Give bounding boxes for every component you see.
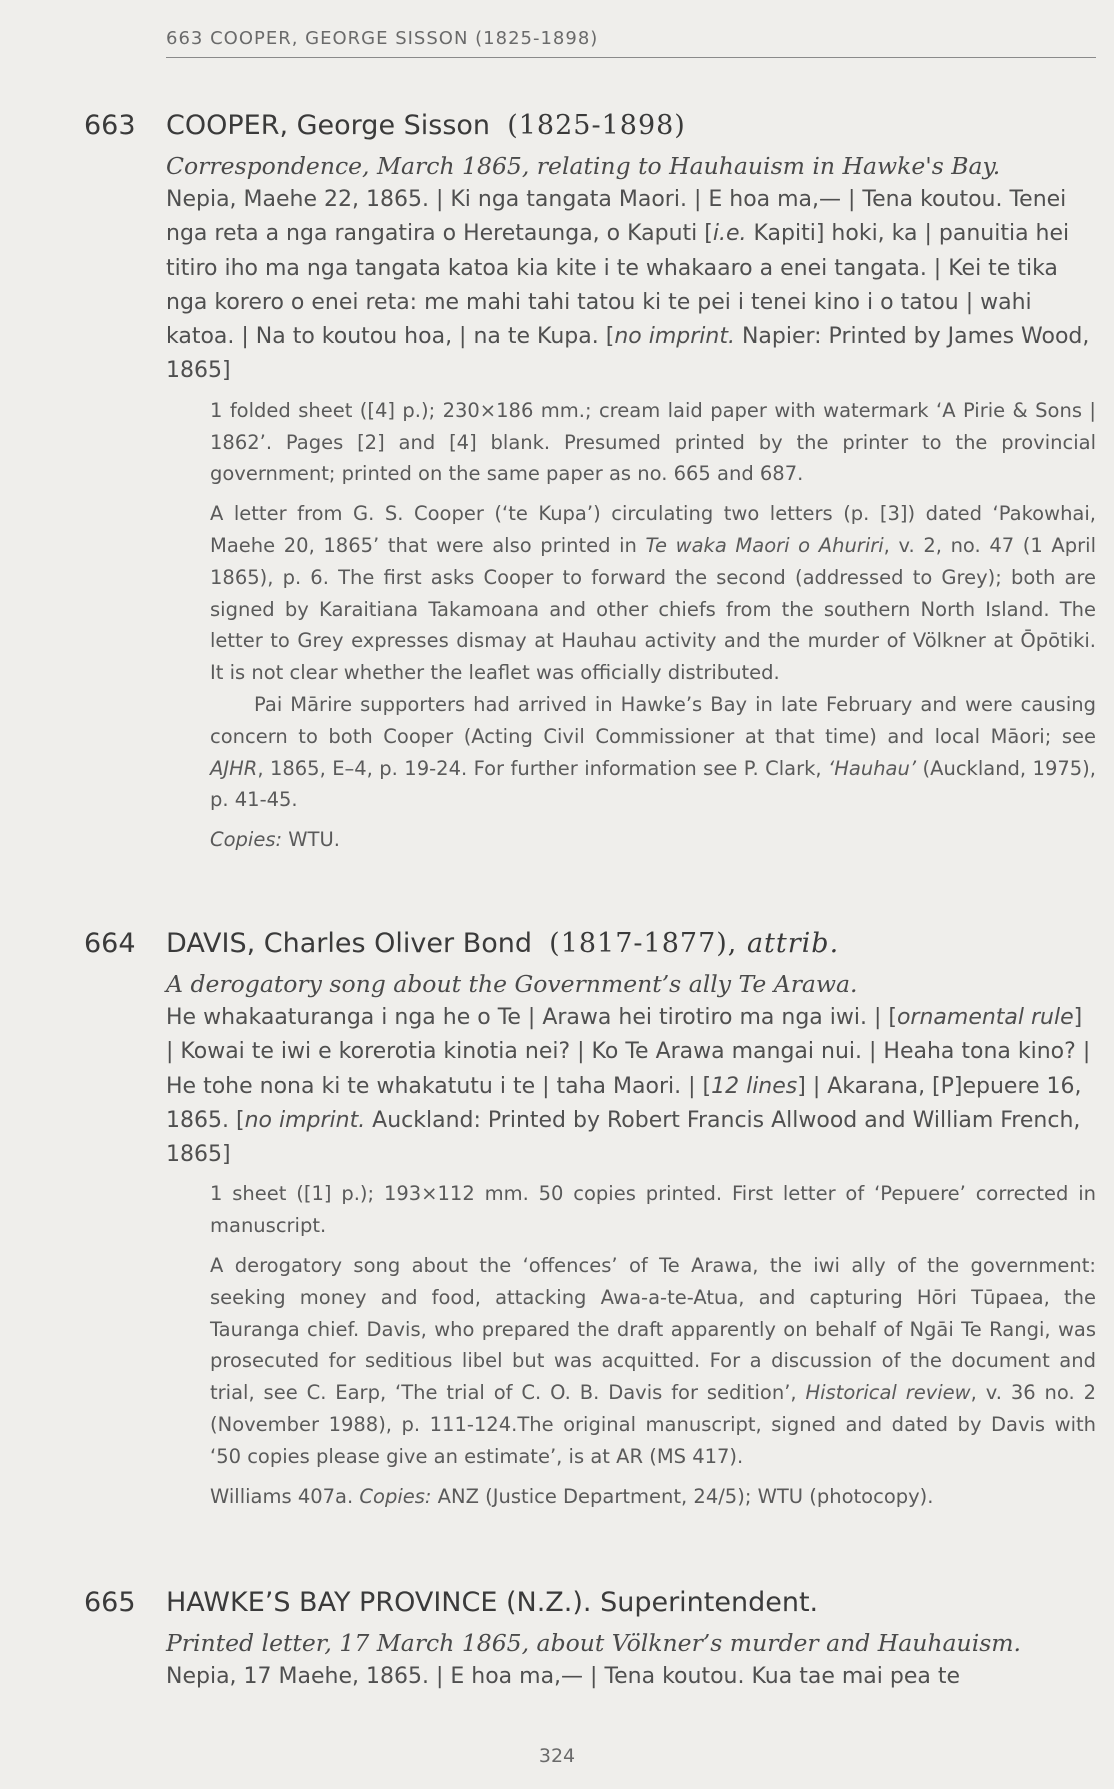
copies-value: WTU. [282, 828, 340, 852]
entry-transcript [166, 183, 1096, 389]
copies-label: Copies: [359, 1484, 432, 1508]
copies-line [210, 824, 1096, 856]
note-text-b: , v. 36 no. 2 (November 1988), p. 111-124.The original manuscript, signed and dated by Davis with ‘50 copies please give an estimate’, is at AR (MS 417). [210, 1381, 1096, 1468]
note-paragraph [210, 498, 1096, 689]
transcript-ie: i.e. [712, 221, 747, 247]
entry-body [166, 150, 1096, 856]
transcript-text: He whakaaturanga i nga he o Te | Arawa hei tirotiro ma nga iwi. | [ [166, 1005, 897, 1030]
transcript-text-c: ] | Akarana, [P]epuere 16, 1865. [ [166, 1073, 1082, 1133]
transcript-imprint: Napier: Printed by James Wood, 1865] [166, 324, 1090, 384]
note-ajhr: AJHR [210, 756, 258, 780]
entry-body [166, 1627, 1096, 1694]
entry-665 [84, 1587, 1096, 1694]
entry-heading [166, 110, 686, 141]
note-text: A derogatory song about the ‘offences’ of Te Arawa, the iwi ally of the government: seeking money and food, attacking Awa-a-te-Atua, and capturing Hōri Tūpaea, the Tauranga chief. Davis, who prepared the draft apparently on behalf of Ngāi Te Rangi, was prosecuted for seditious libel but was acquitted. For a discussion of the document and trial, see C. Earp, ‘The trial of C. O. B. Davis for sedition’, [210, 1254, 1096, 1405]
note-title: Te waka Maori o Ahuriri [645, 533, 884, 557]
copies-line [210, 1481, 1096, 1513]
entry-number: 665 [84, 1587, 136, 1618]
note-text: Pai Mārire supporters had arrived in Hawke’s Bay in late February and were causing concern to both Cooper (Acting Civil Commissioner at that time) and local Māori; see [210, 692, 1096, 748]
entry-heading [166, 928, 839, 959]
note-paragraph [210, 1250, 1096, 1473]
entry-664 [84, 928, 1096, 1512]
note-text-c: (Auckland, 1975), p. 41-45. [210, 756, 1096, 812]
page-number: 324 [538, 1745, 576, 1767]
entry-subtitle: Printed letter, 17 March 1865, about Völkner’s murder and Hauhauism. [166, 1629, 1022, 1657]
note-text-b: , 1865, E–4, p. 19-24. For further information see P. Clark, [257, 756, 829, 780]
entry-heading: HAWKE’S BAY PROVINCE (N.Z.). Superintendent. [166, 1587, 819, 1618]
entry-663 [84, 110, 1096, 856]
note-text: A letter from G. S. Cooper (‘te Kupa’) circulating two letters (p. [3]) dated ‘Pakowhai, Maehe 20, 1865’ that were also printed in [210, 502, 1096, 557]
note-journal: Historical review [805, 1381, 971, 1405]
copies-value: ANZ (Justice Department, 24/5); WTU (photocopy). [431, 1484, 934, 1508]
note-hauhau: ‘Hauhau’ [828, 756, 917, 780]
author-dates: (1825-1898) [507, 110, 686, 141]
transcript-imprint: Auckland: Printed by Robert Francis Allwood and William French, 1865] [166, 1107, 1081, 1168]
note-paragraph-2 [210, 689, 1096, 816]
transcript-lines: 12 lines [711, 1073, 798, 1099]
entry-heading-row [84, 1587, 1096, 1627]
entry-notes [210, 395, 1096, 856]
entry-heading-row [84, 110, 1096, 150]
author-dates: (1817-1877), [549, 928, 738, 959]
entry-body [166, 968, 1096, 1512]
entry-notes [210, 1178, 1096, 1512]
transcript-text-b: ] | Kowai te iwi e korerotia kinotia nei? | Ko Te Arawa mangai nui. | Heaha tona kino? | He tohe nona ki te whakatutu i te | taha Maori. | [ [166, 1005, 1091, 1099]
williams-ref: Williams 407a. [210, 1484, 360, 1508]
transcript-no-imprint: no imprint. [614, 324, 735, 350]
entry-number: 664 [84, 928, 136, 959]
entry-number: 663 [84, 110, 136, 141]
entry-subtitle: A derogatory song about the Government’s ally Te Arawa. [166, 970, 858, 998]
entry-heading-row [84, 928, 1096, 968]
author-name: DAVIS, Charles Oliver Bond [166, 928, 532, 959]
running-head: 663 COOPER, GEORGE SISSON (1825-1898) [166, 28, 1096, 58]
author-name: COOPER, George Sisson [166, 110, 491, 141]
physical-description: 1 sheet ([1] p.); 193×112 mm. 50 copies printed. First letter of ‘Pepuere’ corrected in manuscript. [210, 1182, 1096, 1238]
attribution: attrib. [737, 928, 840, 959]
copies-label: Copies: [210, 828, 283, 852]
note-text-b: , v. 2, no. 47 (1 April 1865), p. 6. The first asks Cooper to forward the second (addressed to Grey); both are signed by Karaitiana Takamoana and other chiefs from the southern North Island. The letter to Grey expresses dismay at Hauhau activity and the murder of Völkner at Ōpōtiki. It is not clear whether the leaflet was officially distributed. [210, 533, 1096, 685]
transcript-text: Nepia, Maehe 22, 1865. | Ki nga tangata Maori. | E hoa ma,— | Tena koutou. Tenei nga reta a nga rangatira o Heretaunga, o Kaputi [ [166, 187, 1067, 247]
entry-subtitle: Correspondence, March 1865, relating to Hauhauism in Hawke's Bay. [166, 152, 1001, 180]
entry-transcript [166, 1001, 1096, 1172]
entry-transcript: Nepia, 17 Maehe, 1865. | E hoa ma,— | Tena koutou. Kua tae mai pea te [166, 1664, 961, 1689]
transcript-no-imprint: no imprint. [244, 1107, 366, 1133]
transcript-text-b: Kapiti] hoki, ka | panuitia hei titiro iho ma nga tangata katoa kia kite i te whakaaro a enei tangata. | Kei te tika nga korero o enei reta: me mahi tahi tatou ki te pei i tenei kino i o tatou | wahi katoa. | Na to koutou hoa, | na te Kupa. [ [166, 221, 1070, 350]
physical-description: 1 folded sheet ([4] p.); 230×186 mm.; cream laid paper with watermark ‘A Pirie & Sons | 1862’. Pages [2] and [4] blank. Presumed printed by the printer to the provincial government; printed on the same paper as no. 665 and 687. [210, 398, 1096, 486]
transcript-ornamental: ornamental rule [896, 1005, 1074, 1030]
